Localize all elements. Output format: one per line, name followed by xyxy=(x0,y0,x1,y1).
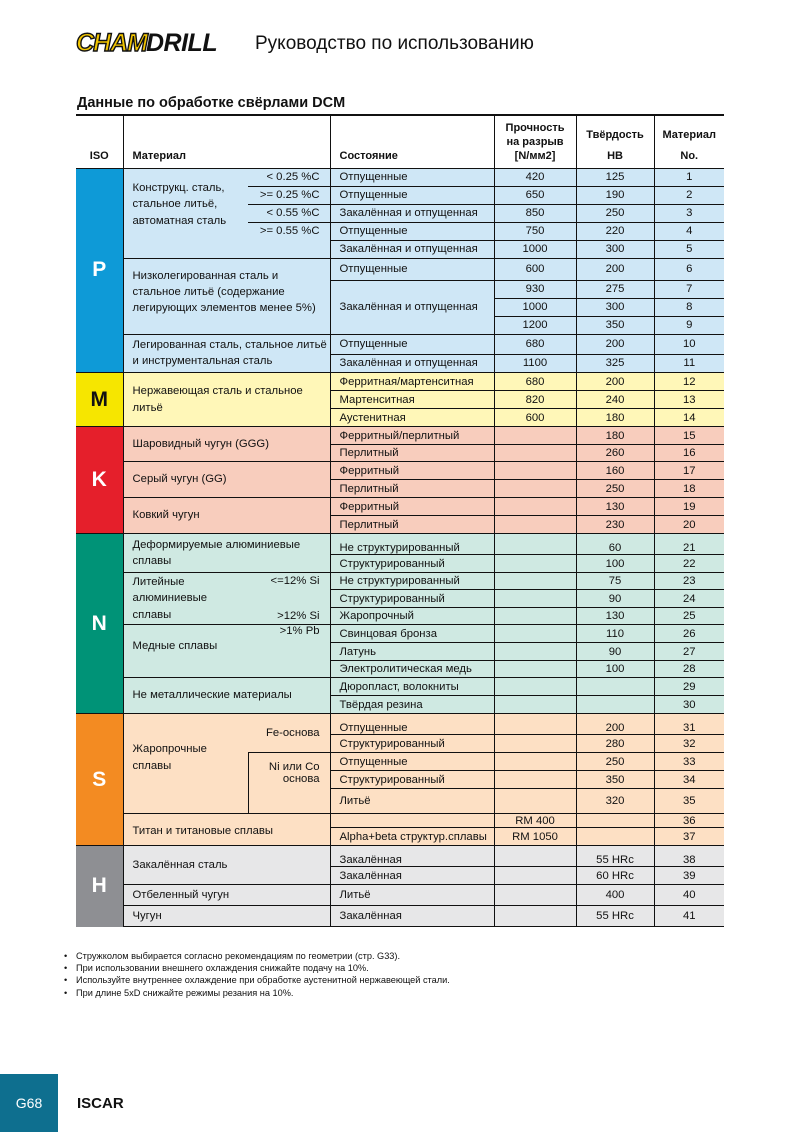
condition-cell: Структурированный xyxy=(330,590,494,608)
document-title: Данные по обработке свёрлами DCM xyxy=(77,95,346,111)
sub-cell: < 0.55 %C xyxy=(248,204,330,222)
material-no-cell: 25 xyxy=(654,608,724,625)
strength-cell: 650 xyxy=(494,186,576,204)
chamdrill-logo xyxy=(76,28,232,56)
material-cell: Медные сплавы xyxy=(123,625,248,678)
condition-cell: Не структурированный xyxy=(330,573,494,590)
material-cell: Отбеленный чугун xyxy=(123,885,330,906)
table-row xyxy=(76,534,724,555)
hardness-cell: 125 xyxy=(576,168,654,186)
hardness-cell: 200 xyxy=(576,714,654,735)
strength-cell: 600 xyxy=(494,409,576,427)
strength-cell xyxy=(494,846,576,867)
hardness-cell: 90 xyxy=(576,590,654,608)
hardness-cell: 60 xyxy=(576,534,654,555)
iso-m-badge: M xyxy=(76,373,123,427)
hardness-cell: 300 xyxy=(576,240,654,258)
iso-s-badge: S xyxy=(76,714,123,846)
col-material: Материал xyxy=(123,116,330,168)
condition-cell: Латунь xyxy=(330,643,494,661)
table-row xyxy=(76,373,724,391)
material-no-cell: 1 xyxy=(654,168,724,186)
hardness-cell: 75 xyxy=(576,573,654,590)
material-no-cell: 26 xyxy=(654,625,724,643)
hardness-cell: 110 xyxy=(576,625,654,643)
condition-cell: Электролитическая медь xyxy=(330,661,494,678)
hardness-cell xyxy=(576,828,654,846)
condition-cell: Дюропласт, волокниты xyxy=(330,678,494,696)
table-row xyxy=(76,625,724,643)
strength-cell xyxy=(494,661,576,678)
material-no-cell: 2 xyxy=(654,186,724,204)
material-no-cell: 9 xyxy=(654,316,724,334)
material-no-cell: 30 xyxy=(654,696,724,714)
hardness-cell: 350 xyxy=(576,316,654,334)
hardness-cell: 200 xyxy=(576,258,654,280)
strength-cell xyxy=(494,427,576,445)
strength-cell xyxy=(494,678,576,696)
material-no-cell: 31 xyxy=(654,714,724,735)
hardness-cell: 240 xyxy=(576,391,654,409)
material-no-cell: 36 xyxy=(654,814,724,828)
footnote: • Используйте внутреннее охлаждение при обработке аустенитной нержавеющей стали. xyxy=(62,974,450,986)
condition-cell: Твёрдая резина xyxy=(330,696,494,714)
material-cell: Титан и титановые сплавы xyxy=(123,814,330,846)
strength-cell: 420 xyxy=(494,168,576,186)
hardness-cell: 220 xyxy=(576,222,654,240)
material-no-cell: 39 xyxy=(654,867,724,885)
condition-cell: Литьё xyxy=(330,885,494,906)
condition-cell: Перлитный xyxy=(330,480,494,498)
material-no-cell: 37 xyxy=(654,828,724,846)
material-no-cell: 19 xyxy=(654,498,724,516)
material-no-cell: 22 xyxy=(654,555,724,573)
hardness-cell: 275 xyxy=(576,280,654,298)
condition-cell: Отпущенные xyxy=(330,168,494,186)
condition-cell: Перлитный xyxy=(330,516,494,534)
material-no-cell: 14 xyxy=(654,409,724,427)
material-no-cell: 3 xyxy=(654,204,724,222)
condition-cell: Отпущенные xyxy=(330,222,494,240)
material-no-cell: 34 xyxy=(654,771,724,789)
iso-k-badge: K xyxy=(76,427,123,534)
strength-cell: RM 400 xyxy=(494,814,576,828)
strength-cell: 820 xyxy=(494,391,576,409)
strength-cell: 680 xyxy=(494,334,576,354)
condition-cell: Отпущенные xyxy=(330,334,494,354)
material-no-cell: 20 xyxy=(654,516,724,534)
hardness-cell xyxy=(576,678,654,696)
strength-cell xyxy=(494,555,576,573)
material-no-cell: 10 xyxy=(654,334,724,354)
strength-cell: 930 xyxy=(494,280,576,298)
strength-cell xyxy=(494,534,576,555)
hardness-cell: 180 xyxy=(576,427,654,445)
hardness-cell: 190 xyxy=(576,186,654,204)
condition-cell: Структурированный xyxy=(330,771,494,789)
material-cell: Литейные алюминиевые сплавы xyxy=(123,573,248,625)
material-cell: Жаропрочные сплавы xyxy=(123,714,248,814)
condition-cell xyxy=(330,814,494,828)
condition-cell: Мартенситная xyxy=(330,391,494,409)
hardness-cell: 200 xyxy=(576,334,654,354)
strength-cell: 1200 xyxy=(494,316,576,334)
col-iso: ISO xyxy=(76,116,123,168)
strength-cell: 1100 xyxy=(494,354,576,372)
footnotes xyxy=(62,950,450,999)
footnote: • Стружколом выбирается согласно рекомендациям по геометрии (стр. G33). xyxy=(62,950,450,962)
sub-cell: >= 0.55 %C xyxy=(248,222,330,240)
material-cell: Закалённая сталь xyxy=(123,846,330,885)
strength-cell xyxy=(494,771,576,789)
strength-cell: RM 1050 xyxy=(494,828,576,846)
condition-cell: Закалённая xyxy=(330,846,494,867)
sub-cell: <=12% Si xyxy=(248,573,330,590)
hardness-cell: 100 xyxy=(576,661,654,678)
hardness-cell: 400 xyxy=(576,885,654,906)
material-no-cell: 18 xyxy=(654,480,724,498)
strength-cell xyxy=(494,573,576,590)
hardness-cell: 200 xyxy=(576,373,654,391)
material-no-cell: 41 xyxy=(654,906,724,927)
condition-cell: Отпущенные xyxy=(330,186,494,204)
strength-cell xyxy=(494,643,576,661)
hardness-cell: 60 HRc xyxy=(576,867,654,885)
condition-cell: Закалённая и отпущенная xyxy=(330,204,494,222)
strength-cell xyxy=(494,462,576,480)
strength-cell xyxy=(494,885,576,906)
hardness-cell: 180 xyxy=(576,409,654,427)
material-no-cell: 5 xyxy=(654,240,724,258)
strength-cell xyxy=(494,480,576,498)
material-no-cell: 12 xyxy=(654,373,724,391)
strength-cell xyxy=(494,498,576,516)
condition-cell: Не структурированный xyxy=(330,534,494,555)
strength-cell xyxy=(494,753,576,771)
material-cell: Нержавеющая сталь и стальное литьё xyxy=(123,373,330,427)
strength-cell xyxy=(494,906,576,927)
brand-name: ISCAR xyxy=(77,1095,124,1112)
material-no-cell: 21 xyxy=(654,534,724,555)
condition-cell: Структурированный xyxy=(330,735,494,753)
condition-cell: Жаропрочный xyxy=(330,608,494,625)
strength-cell: 1000 xyxy=(494,298,576,316)
table-row xyxy=(76,258,724,280)
condition-cell: Отпущенные xyxy=(330,258,494,280)
hardness-cell: 280 xyxy=(576,735,654,753)
material-no-cell: 4 xyxy=(654,222,724,240)
table-row xyxy=(76,846,724,867)
material-no-cell: 17 xyxy=(654,462,724,480)
material-no-cell: 29 xyxy=(654,678,724,696)
table-row xyxy=(76,714,724,735)
col-strength: Прочность на разрыв [N/мм2] xyxy=(494,116,576,168)
hardness-cell: 250 xyxy=(576,204,654,222)
table-row xyxy=(76,573,724,590)
condition-cell: Закалённая xyxy=(330,867,494,885)
iso-n-badge: N xyxy=(76,534,123,714)
table-row xyxy=(76,885,724,906)
page-number: G68 xyxy=(0,1074,58,1132)
hardness-cell: 325 xyxy=(576,354,654,372)
strength-cell xyxy=(494,714,576,735)
sub-cell: >12% Si xyxy=(248,608,330,625)
condition-cell: Структурированный xyxy=(330,555,494,573)
condition-cell: Свинцовая бронза xyxy=(330,625,494,643)
sub-cell xyxy=(248,240,330,258)
strength-cell xyxy=(494,625,576,643)
svg-text:DRILL: DRILL xyxy=(146,29,218,56)
material-no-cell: 23 xyxy=(654,573,724,590)
material-cell: Не металлические материалы xyxy=(123,678,330,714)
material-no-cell: 8 xyxy=(654,298,724,316)
table-row xyxy=(76,498,724,516)
sub-cell: Fe-основа xyxy=(248,714,330,753)
condition-cell: Литьё xyxy=(330,789,494,814)
hardness-cell: 260 xyxy=(576,445,654,462)
condition-cell: Перлитный xyxy=(330,445,494,462)
hardness-cell: 320 xyxy=(576,789,654,814)
material-no-cell: 38 xyxy=(654,846,724,867)
strength-cell xyxy=(494,867,576,885)
material-no-cell: 7 xyxy=(654,280,724,298)
hardness-cell: 100 xyxy=(576,555,654,573)
hardness-cell xyxy=(576,696,654,714)
material-cell: Низколегированная сталь и стальное литьё (содержание легирующих элементов менее 5%) xyxy=(123,258,330,334)
condition-cell: Alpha+beta структур.сплавы xyxy=(330,828,494,846)
sub-cell: Ni или Co основа xyxy=(248,753,330,814)
table-row xyxy=(76,334,724,354)
strength-cell xyxy=(494,735,576,753)
hardness-cell: 300 xyxy=(576,298,654,316)
table-row xyxy=(76,168,724,186)
strength-cell: 750 xyxy=(494,222,576,240)
hardness-cell xyxy=(576,814,654,828)
strength-cell: 1000 xyxy=(494,240,576,258)
material-cell: Ковкий чугун xyxy=(123,498,330,534)
hardness-cell: 250 xyxy=(576,480,654,498)
material-cell: Шаровидный чугун (GGG) xyxy=(123,427,330,462)
sub-cell: < 0.25 %C xyxy=(248,168,330,186)
table-row xyxy=(76,814,724,828)
header-title: Руководство по использованию xyxy=(255,33,534,54)
col-material-no: Материал No. xyxy=(654,116,724,168)
hardness-cell: 160 xyxy=(576,462,654,480)
condition-cell: Аустенитная xyxy=(330,409,494,427)
material-no-cell: 15 xyxy=(654,427,724,445)
hardness-cell: 130 xyxy=(576,608,654,625)
footnote: • При длине 5xD снижайте режимы резания на 10%. xyxy=(62,987,450,999)
condition-cell: Ферритный xyxy=(330,498,494,516)
hardness-cell: 130 xyxy=(576,498,654,516)
table-row xyxy=(76,906,724,927)
strength-cell xyxy=(494,789,576,814)
sub-cell xyxy=(248,643,330,661)
material-no-cell: 27 xyxy=(654,643,724,661)
svg-text:CHAM: CHAM xyxy=(76,29,147,56)
hardness-cell: 250 xyxy=(576,753,654,771)
material-no-cell: 16 xyxy=(654,445,724,462)
material-no-cell: 28 xyxy=(654,661,724,678)
hardness-cell: 230 xyxy=(576,516,654,534)
material-no-cell: 32 xyxy=(654,735,724,753)
iso-h-badge: H xyxy=(76,846,123,927)
material-cell: Легированная сталь, стальное литьё и инструментальная сталь xyxy=(123,334,330,372)
material-no-cell: 13 xyxy=(654,391,724,409)
sub-cell: >= 0.25 %C xyxy=(248,186,330,204)
condition-cell: Ферритный xyxy=(330,462,494,480)
condition-cell: Отпущенные xyxy=(330,753,494,771)
footnote: • При использовании внешнего охлаждения снижайте подачу на 10%. xyxy=(62,962,450,974)
col-condition: Состояние xyxy=(330,116,494,168)
condition-cell: Ферритный/перлитный xyxy=(330,427,494,445)
hardness-cell: 350 xyxy=(576,771,654,789)
material-no-cell: 24 xyxy=(654,590,724,608)
hardness-cell: 55 HRc xyxy=(576,846,654,867)
condition-cell: Закалённая и отпущенная xyxy=(330,240,494,258)
machining-data-table xyxy=(76,116,724,927)
material-cell: Серый чугун (GG) xyxy=(123,462,330,498)
hardness-cell: 90 xyxy=(576,643,654,661)
material-no-cell: 11 xyxy=(654,354,724,372)
strength-cell: 600 xyxy=(494,258,576,280)
table-row xyxy=(76,678,724,696)
col-hardness: Твёрдость HB xyxy=(576,116,654,168)
sub-cell xyxy=(248,590,330,608)
condition-cell: Отпущенные xyxy=(330,714,494,735)
condition-cell: Закалённая и отпущенная xyxy=(330,280,494,334)
strength-cell xyxy=(494,516,576,534)
strength-cell: 680 xyxy=(494,373,576,391)
strength-cell xyxy=(494,590,576,608)
condition-cell: Закалённая xyxy=(330,906,494,927)
material-cell: Конструкц. сталь, стальное литьё, автоматная сталь xyxy=(123,168,248,258)
table-row xyxy=(76,462,724,480)
condition-cell: Закалённая и отпущенная xyxy=(330,354,494,372)
material-no-cell: 35 xyxy=(654,789,724,814)
material-cell: Чугун xyxy=(123,906,330,927)
sub-cell: >1% Pb xyxy=(248,625,330,643)
strength-cell xyxy=(494,696,576,714)
hardness-cell: 55 HRc xyxy=(576,906,654,927)
material-no-cell: 6 xyxy=(654,258,724,280)
strength-cell xyxy=(494,608,576,625)
material-no-cell: 40 xyxy=(654,885,724,906)
material-cell: Деформируемые алюминиевые сплавы xyxy=(123,534,330,573)
iso-p-badge: P xyxy=(76,168,123,373)
strength-cell xyxy=(494,445,576,462)
strength-cell: 850 xyxy=(494,204,576,222)
condition-cell: Ферритная/мартенситная xyxy=(330,373,494,391)
sub-cell xyxy=(248,661,330,678)
material-no-cell: 33 xyxy=(654,753,724,771)
table-row xyxy=(76,427,724,445)
